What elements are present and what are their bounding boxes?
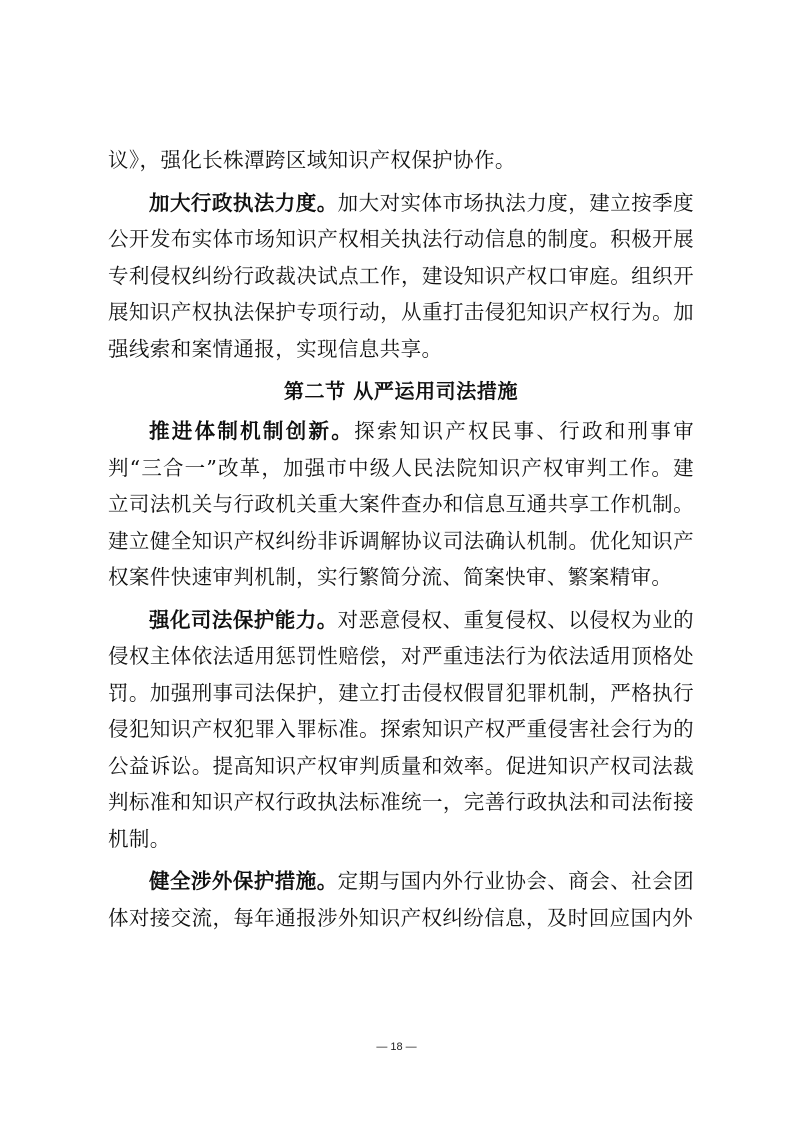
paragraph-text: 定期与国内外行业协会、商会、社会团体对接交流，每年通报涉外知识产权纠纷信息，及时回应国内外 — [108, 869, 694, 930]
page-number: — 18 — — [376, 1041, 417, 1053]
paragraph-admin-enforcement — [108, 185, 694, 368]
paragraph-lead: 强化司法保护能力。 — [149, 607, 338, 632]
paragraph-text: 加大对实体市场执法力度，建立按季度公开发布实体市场知识产权相关执法行动信息的制度。积极开展专利侵权纠纷行政裁决试点工作，建设知识产权口审庭。组织开展知识产权执法保护专项行动，从重打击侵犯知识产权行为。加强线索和案情通报，实现信息共享。 — [108, 190, 694, 361]
paragraph-foreign-protection — [108, 863, 694, 936]
paragraph-text: 探索知识产权民事、行政和刑事审判“三合一”改革，加强市中级人民法院知识产权审判工作。建立司法机关与行政机关重大案件查办和信息互通共享工作机制。建立健全知识产权纠纷非诉调解协议司法确认机制。优化知识产权案件快速审判机制，实行繁简分流、简案快审、繁案精审。 — [108, 419, 695, 589]
section-heading: 第二节 从严运用司法措施 — [283, 379, 519, 403]
paragraph-judicial-protection — [108, 602, 694, 858]
document-body — [108, 142, 694, 942]
paragraph-continuation — [108, 142, 694, 179]
paragraph-lead: 推进体制机制创新。 — [149, 419, 355, 443]
paragraph-mechanism-innovation — [108, 413, 694, 596]
paragraph-text: 对恶意侵权、重复侵权、以侵权为业的侵权主体依法适用惩罚性赔偿，对严重违法行为依法适用顶格处罚。加强刑事司法保护，建立打击侵权假冒犯罪机制，严格执行侵犯知识产权犯罪入罪标准。探索知识产权严重侵害社会行为的公益诉讼。提高知识产权审判质量和效率。促进知识产权司法裁判标准和知识产权行政执法标准统一，完善行政执法和司法衔接机制。 — [108, 607, 694, 851]
paragraph-text: 议》，强化长株潭跨区域知识产权保护协作。 — [108, 148, 516, 172]
paragraph-lead: 健全涉外保护措施。 — [149, 869, 338, 893]
paragraph-lead: 加大行政执法力度。 — [149, 190, 338, 215]
